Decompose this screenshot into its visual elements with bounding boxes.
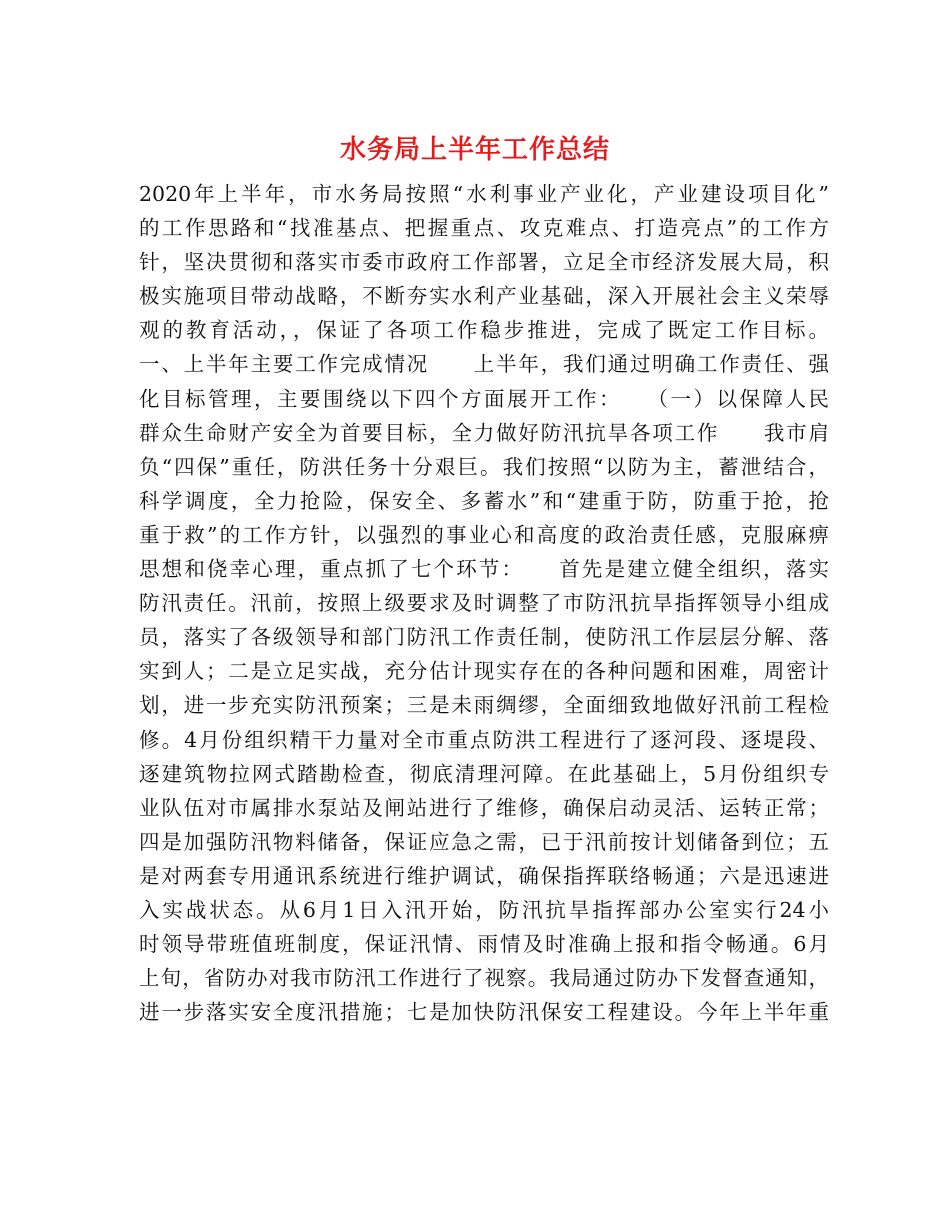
body-line: 的工作思路和“找准基点、把握重点、攻克难点、打造亮点”的工作方	[139, 216, 829, 241]
body-line: 入实战状态。从6月1日入汛开始，防汛抗旱指挥部办公室实行24小	[139, 897, 829, 922]
body-line: 实到人；二是立足实战，充分估计现实存在的各种问题和困难，周密计	[139, 659, 829, 684]
body-line: 四是加强防汛物料储备，保证应急之需，已于汛前按计划储备到位；五	[139, 829, 829, 854]
body-line: 是对两套专用通讯系统进行维护调试，确保指挥联络畅通；六是迅速进	[139, 863, 829, 888]
body-line: 负“四保”重任，防洪任务十分艰巨。我们按照“以防为主，蓄泄结合，	[139, 454, 829, 479]
body-line: 上旬，省防办对我市防汛工作进行了视察。我局通过防办下发督查通知，	[139, 966, 829, 991]
document-title: 水务局上半年工作总结	[339, 135, 610, 165]
body-line: 时领导带班值班制度，保证汛情、雨情及时准确上报和指令畅通。6月	[139, 932, 829, 957]
body-line: 员，落实了各级领导和部门防汛工作责任制，使防汛工作层层分解、落	[139, 625, 829, 650]
body-line: 针，坚决贯彻和落实市委市政府工作部署，立足全市经济发展大局，积	[139, 250, 829, 275]
body-line: 化目标管理，主要围绕以下四个方面展开工作： （一）以保障人民	[139, 386, 829, 411]
body-line: 一、上半年主要工作完成情况 上半年，我们通过明确工作责任、强	[139, 352, 829, 377]
body-line: 极实施项目带动战略，不断夯实水利产业基础，深入开展社会主义荣辱	[139, 284, 829, 309]
body-line: 科学调度，全力抢险，保安全、多蓄水”和“建重于防，防重于抢，抢	[139, 488, 829, 513]
body-line: 修。4月份组织精干力量对全市重点防洪工程进行了逐河段、逐堤段、	[139, 727, 829, 752]
body-line: 逐建筑物拉网式踏勘检查，彻底清理河障。在此基础上，5月份组织专	[139, 761, 829, 786]
body-line: 思想和侥幸心理，重点抓了七个环节： 首先是建立健全组织，落实	[139, 557, 829, 582]
body-line: 进一步落实安全度汛措施；七是加快防汛保安工程建设。今年上半年重	[139, 1000, 829, 1025]
body-line: 群众生命财产安全为首要目标，全力做好防汛抗旱各项工作 我市肩	[139, 420, 829, 445]
body-line: 观的教育活动，，保证了各项工作稳步推进，完成了既定工作目标。	[139, 318, 829, 343]
body-line: 防汛责任。汛前，按照上级要求及时调整了市防汛抗旱指挥领导小组成	[139, 591, 829, 616]
body-line: 重于救”的工作方针，以强烈的事业心和高度的政治责任感，克服麻痹	[139, 522, 829, 547]
body-line: 业队伍对市属排水泵站及闸站进行了维修，确保启动灵活、运转正常；	[139, 795, 829, 820]
document-body	[139, 177, 829, 1029]
body-line: 划，进一步充实防汛预案；三是未雨绸缪，全面细致地做好汛前工程检	[139, 693, 829, 718]
body-line: 2020年上半年，市水务局按照“水利事业产业化，产业建设项目化”	[139, 182, 829, 206]
